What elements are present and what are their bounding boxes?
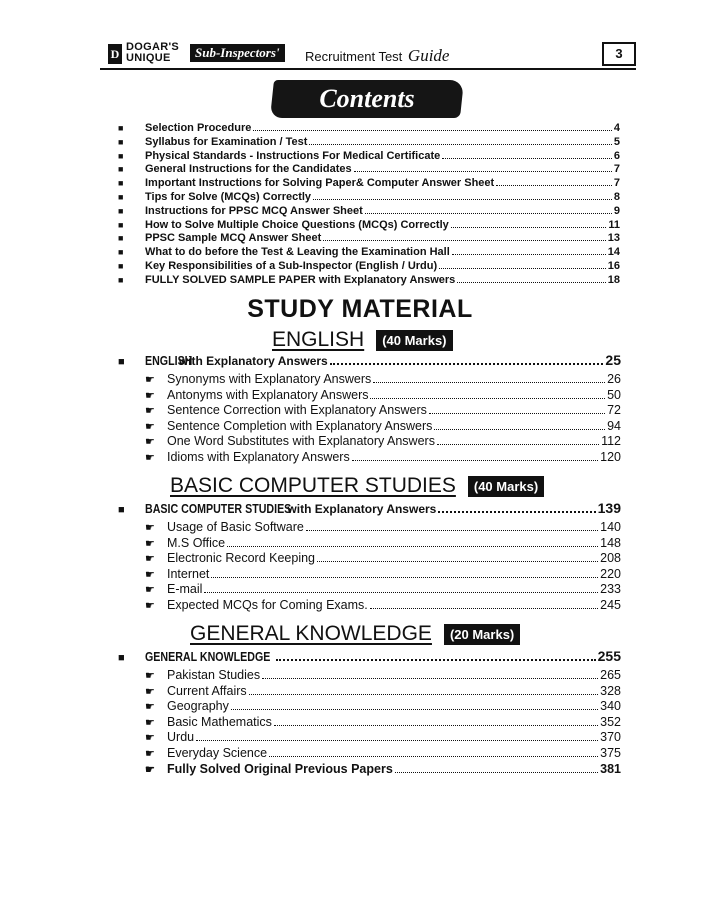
section-item bbox=[145, 388, 621, 404]
pointing-hand-icon: ☛ bbox=[145, 716, 155, 729]
square-bullet-icon: ■ bbox=[118, 233, 124, 244]
section-item bbox=[145, 730, 621, 746]
toc-entry-title: Tips for Solve (MCQs) Correctly bbox=[145, 190, 312, 203]
toc-entry bbox=[118, 163, 620, 177]
publisher-name-line2: UNIQUE bbox=[126, 52, 171, 64]
leader-dots bbox=[457, 282, 605, 283]
pointing-hand-icon: ☛ bbox=[145, 568, 155, 581]
subheading-bold: BASIC COMPUTER STUDIES bbox=[145, 501, 292, 516]
section-item-page: 50 bbox=[607, 387, 621, 402]
page-number: 3 bbox=[602, 42, 636, 66]
leader-dots bbox=[274, 725, 598, 726]
section-item-page: 94 bbox=[607, 418, 621, 433]
square-bullet-icon: ■ bbox=[118, 191, 124, 202]
leader-dots bbox=[438, 511, 595, 513]
leader-dots bbox=[276, 659, 596, 661]
study-material-heading: STUDY MATERIAL bbox=[247, 295, 473, 323]
square-bullet-icon: ■ bbox=[118, 274, 124, 285]
section-item bbox=[145, 684, 621, 700]
toc-entry-page: 9 bbox=[613, 204, 620, 217]
section-item bbox=[145, 450, 621, 466]
square-bullet-icon: ■ bbox=[118, 150, 124, 161]
toc-entry bbox=[118, 205, 620, 219]
subheading-bold: GENERAL KNOWLEDGE bbox=[145, 649, 271, 664]
publisher-name bbox=[126, 42, 179, 64]
section-item bbox=[145, 762, 621, 778]
section-item bbox=[145, 699, 621, 715]
section-item-title: Current Affairs bbox=[167, 683, 247, 698]
section-item-title: Fully Solved Original Previous Papers bbox=[167, 761, 393, 776]
pointing-hand-icon: ☛ bbox=[145, 522, 155, 534]
pointing-hand-icon: ☛ bbox=[145, 537, 155, 550]
section-item-title: Everyday Science bbox=[167, 745, 268, 760]
subheading-page: 255 bbox=[597, 648, 621, 664]
leader-dots bbox=[352, 460, 598, 461]
section-item bbox=[145, 582, 621, 598]
section-title: GENERAL KNOWLEDGE bbox=[190, 622, 432, 645]
toc-entry bbox=[118, 260, 620, 274]
section-item-title: M.S Office bbox=[167, 535, 226, 550]
leader-dots bbox=[231, 709, 598, 710]
section-item-page: 112 bbox=[601, 434, 621, 449]
leader-dots bbox=[196, 740, 598, 741]
toc-entry-title: PPSC Sample MCQ Answer Sheet bbox=[145, 232, 322, 245]
leader-dots bbox=[309, 144, 611, 145]
toc-entry-page: 7 bbox=[613, 163, 620, 176]
leader-dots bbox=[395, 772, 598, 773]
book-title bbox=[305, 46, 449, 66]
section-subheading-gk bbox=[118, 648, 621, 664]
pointing-hand-icon: ☛ bbox=[145, 420, 155, 433]
leader-dots bbox=[269, 756, 598, 757]
subheading-rest: with Explanatory Answers bbox=[287, 502, 437, 516]
leader-dots bbox=[437, 444, 599, 445]
section-item bbox=[145, 598, 621, 614]
section-item-page: 208 bbox=[600, 551, 621, 566]
page-header bbox=[100, 40, 636, 70]
leader-dots bbox=[323, 240, 605, 241]
leader-dots bbox=[306, 530, 598, 531]
section-item-page: 381 bbox=[600, 761, 621, 776]
pointing-hand-icon: ☛ bbox=[145, 599, 155, 612]
section-title: BASIC COMPUTER STUDIES bbox=[170, 474, 456, 497]
toc-entry-title: How to Solve Multiple Choice Questions (MCQs) Correctly bbox=[145, 218, 449, 231]
leader-dots bbox=[313, 199, 612, 200]
leader-dots bbox=[429, 413, 605, 414]
toc-entry bbox=[118, 219, 620, 233]
leader-dots bbox=[370, 398, 605, 399]
pointing-hand-icon: ☛ bbox=[145, 451, 155, 464]
square-bullet-icon: ■ bbox=[118, 164, 124, 175]
square-bullet-icon: ■ bbox=[118, 205, 124, 216]
section-item bbox=[145, 520, 621, 536]
toc-entry bbox=[118, 274, 620, 288]
square-bullet-icon: ■ bbox=[118, 136, 124, 147]
toc-entry bbox=[118, 246, 620, 260]
pointing-hand-icon: ☛ bbox=[145, 436, 155, 449]
section-item-page: 352 bbox=[600, 714, 621, 729]
marks-badge: (20 Marks) bbox=[444, 624, 520, 645]
leader-dots bbox=[330, 363, 604, 365]
section-subheading-computer bbox=[118, 500, 621, 516]
section-item-title: Pakistan Studies bbox=[167, 668, 261, 682]
leader-dots bbox=[370, 608, 598, 609]
toc-entry bbox=[118, 136, 620, 150]
toc-entry-page: 13 bbox=[607, 232, 620, 245]
toc-entry-page: 6 bbox=[613, 149, 620, 162]
section-items-gk bbox=[145, 668, 621, 777]
publisher-logo-icon: D bbox=[108, 44, 122, 64]
square-bullet-icon: ■ bbox=[118, 356, 125, 368]
section-item-page: 148 bbox=[600, 535, 621, 550]
pointing-hand-icon: ☛ bbox=[145, 701, 155, 714]
contents-banner-title: Contents bbox=[319, 84, 415, 113]
section-subheading-english bbox=[118, 352, 621, 368]
toc-list bbox=[118, 122, 620, 288]
section-item-page: 140 bbox=[600, 520, 621, 534]
leader-dots bbox=[373, 382, 605, 383]
pointing-hand-icon: ☛ bbox=[145, 374, 155, 386]
toc-entry-page: 8 bbox=[613, 190, 620, 203]
leader-dots bbox=[365, 213, 612, 214]
leader-dots bbox=[211, 577, 598, 578]
section-item-page: 340 bbox=[600, 699, 621, 714]
leader-dots bbox=[451, 227, 607, 228]
section-item bbox=[145, 567, 621, 583]
section-item-page: 370 bbox=[600, 730, 621, 745]
toc-entry-page: 5 bbox=[613, 135, 620, 148]
marks-badge: (40 Marks) bbox=[376, 330, 452, 351]
pointing-hand-icon: ☛ bbox=[145, 553, 155, 566]
toc-entry-page: 16 bbox=[607, 259, 620, 272]
leader-dots bbox=[434, 429, 605, 430]
pointing-hand-icon: ☛ bbox=[145, 405, 155, 418]
square-bullet-icon: ■ bbox=[118, 123, 124, 133]
pointing-hand-icon: ☛ bbox=[145, 732, 155, 745]
section-item-title: Sentence Correction with Explanatory Answers bbox=[167, 403, 427, 418]
section-item-title: One Word Substitutes with Explanatory Answers bbox=[167, 434, 435, 449]
section-item-title: Usage of Basic Software bbox=[167, 520, 304, 534]
section-item-page: 245 bbox=[600, 597, 621, 612]
section-item bbox=[145, 746, 621, 762]
section-item-title: Sentence Completion with Explanatory Answers bbox=[167, 418, 433, 433]
book-title-text: Recruitment Test bbox=[305, 49, 403, 64]
pointing-hand-icon: ☛ bbox=[145, 763, 155, 776]
section-item bbox=[145, 668, 621, 684]
square-bullet-icon: ■ bbox=[118, 260, 124, 271]
section-item-page: 328 bbox=[600, 683, 621, 698]
section-item bbox=[145, 536, 621, 552]
section-heading-computer bbox=[170, 474, 544, 498]
subheading-page: 25 bbox=[605, 352, 621, 368]
toc-entry-title: General Instructions for the Candidates bbox=[145, 163, 352, 176]
leader-dots bbox=[442, 158, 612, 159]
toc-entry bbox=[118, 150, 620, 164]
square-bullet-icon: ■ bbox=[118, 219, 124, 230]
section-title: ENGLISH bbox=[272, 328, 365, 351]
section-item-page: 265 bbox=[600, 668, 621, 682]
series-badge: Sub-Inspectors' bbox=[190, 44, 285, 62]
leader-dots bbox=[253, 130, 612, 131]
leader-dots bbox=[317, 561, 598, 562]
section-items-computer bbox=[145, 520, 621, 614]
section-item-title: Idioms with Explanatory Answers bbox=[167, 449, 350, 464]
toc-entry-page: 4 bbox=[613, 122, 620, 134]
leader-dots bbox=[262, 678, 598, 679]
book-title-guide: Guide bbox=[407, 46, 450, 65]
leader-dots bbox=[439, 268, 606, 269]
subheading-page: 139 bbox=[597, 500, 621, 516]
marks-badge: (40 Marks) bbox=[468, 476, 544, 497]
section-item bbox=[145, 403, 621, 419]
pointing-hand-icon: ☛ bbox=[145, 584, 155, 597]
leader-dots bbox=[452, 254, 606, 255]
section-item-title: E-mail bbox=[167, 582, 203, 597]
toc-entry-title: Important Instructions for Solving Paper& Computer Answer Sheet bbox=[145, 177, 495, 190]
section-item bbox=[145, 715, 621, 731]
toc-entry-title: Selection Procedure bbox=[145, 122, 252, 134]
toc-entry-title: Physical Standards - Instructions For Medical Certificate bbox=[145, 149, 441, 162]
leader-dots bbox=[496, 185, 612, 186]
toc-entry-page: 11 bbox=[608, 218, 620, 231]
section-item-title: Antonyms with Explanatory Answers bbox=[167, 387, 369, 402]
leader-dots bbox=[204, 592, 598, 593]
square-bullet-icon: ■ bbox=[118, 178, 124, 189]
toc-entry-title: FULLY SOLVED SAMPLE PAPER with Explanatory Answers bbox=[145, 273, 456, 286]
toc-entry bbox=[118, 122, 620, 136]
toc-entry-title: Key Responsibilities of a Sub-Inspector (English / Urdu) bbox=[145, 259, 438, 272]
section-item-title: Electronic Record Keeping bbox=[167, 551, 315, 566]
pointing-hand-icon: ☛ bbox=[145, 685, 155, 698]
section-item-page: 120 bbox=[600, 449, 621, 464]
publisher-name-line1: DOGAR'S bbox=[126, 41, 179, 53]
leader-dots bbox=[227, 546, 598, 547]
pointing-hand-icon: ☛ bbox=[145, 747, 155, 760]
toc-entry-title: Instructions for PPSC MCQ Answer Sheet bbox=[145, 204, 363, 217]
section-item bbox=[145, 434, 621, 450]
toc-entry-page: 18 bbox=[607, 273, 620, 286]
section-item bbox=[145, 551, 621, 567]
section-items-english bbox=[145, 372, 621, 466]
leader-dots bbox=[354, 171, 612, 172]
section-item bbox=[145, 419, 621, 435]
section-item-title: Internet bbox=[167, 566, 210, 581]
section-item-title: Synonyms with Explanatory Answers bbox=[167, 372, 372, 386]
subheading-rest: with Explanatory Answers bbox=[178, 354, 328, 368]
section-item-page: 26 bbox=[607, 372, 621, 386]
section-item-title: Urdu bbox=[167, 730, 195, 745]
square-bullet-icon: ■ bbox=[118, 247, 124, 258]
section-heading-english bbox=[272, 328, 453, 352]
leader-dots bbox=[249, 694, 598, 695]
toc-entry-page: 14 bbox=[607, 246, 620, 259]
section-item-page: 375 bbox=[600, 745, 621, 760]
pointing-hand-icon: ☛ bbox=[145, 670, 155, 682]
subheading-bold: ENGLISH bbox=[145, 353, 193, 368]
section-item-title: Expected MCQs for Coming Exams. bbox=[167, 597, 368, 612]
toc-entry-title: Syllabus for Examination / Test bbox=[145, 135, 308, 148]
section-item bbox=[145, 372, 621, 388]
section-heading-gk bbox=[190, 622, 520, 646]
square-bullet-icon: ■ bbox=[118, 504, 125, 516]
pointing-hand-icon: ☛ bbox=[145, 389, 155, 402]
section-item-page: 233 bbox=[600, 582, 621, 597]
section-item-title: Geography bbox=[167, 699, 229, 714]
toc-entry-title: What to do before the Test & Leaving the Examination Hall bbox=[145, 246, 450, 259]
section-item-title: Basic Mathematics bbox=[167, 714, 272, 729]
square-bullet-icon: ■ bbox=[118, 652, 125, 664]
section-item-page: 220 bbox=[600, 566, 621, 581]
toc-entry bbox=[118, 232, 620, 246]
toc-entry bbox=[118, 191, 620, 205]
toc-entry bbox=[118, 177, 620, 191]
toc-entry-page: 7 bbox=[613, 177, 620, 190]
section-item-page: 72 bbox=[607, 403, 621, 418]
